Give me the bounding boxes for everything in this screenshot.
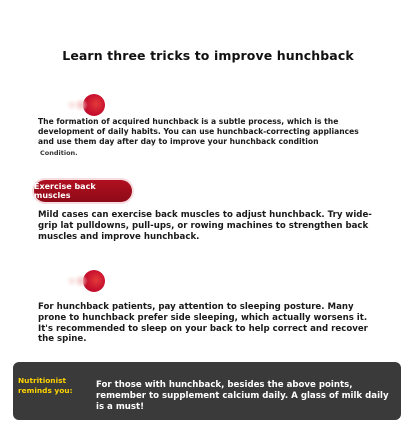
red-blob-icon <box>83 94 105 116</box>
section-1-text: The formation of acquired hunchback is a subtle process, which is the development of daily habits. You can use hunchback-correcting appliances and use them day after day to improve your hunchback condition <box>38 117 359 146</box>
reminder-text: For those with hunchback, besides the above points, remember to supplement calcium daily. A glass of milk daily is a must! <box>96 380 389 412</box>
red-blob-icon <box>83 270 105 292</box>
exercise-badge: Exercise back muscles <box>34 180 132 202</box>
page-title: Learn three tricks to improve hunchback <box>62 48 354 63</box>
section-1-note: Condition. <box>40 149 78 157</box>
section-2-text: Mild cases can exercise back muscles to adjust hunchback. Try wide-grip lat pulldowns, pull-ups, or rowing machines to strengthen back muscles and improve hunchback. <box>38 210 372 242</box>
section-3-text: For hunchback patients, pay attention to sleeping posture. Many prone to hunchback prefer side sleeping, which actually worsens it. It's recommended to sleep on your back to help correct and recover the spine. <box>38 302 368 345</box>
reminder-label: Nutritionist reminds you: <box>18 376 73 395</box>
